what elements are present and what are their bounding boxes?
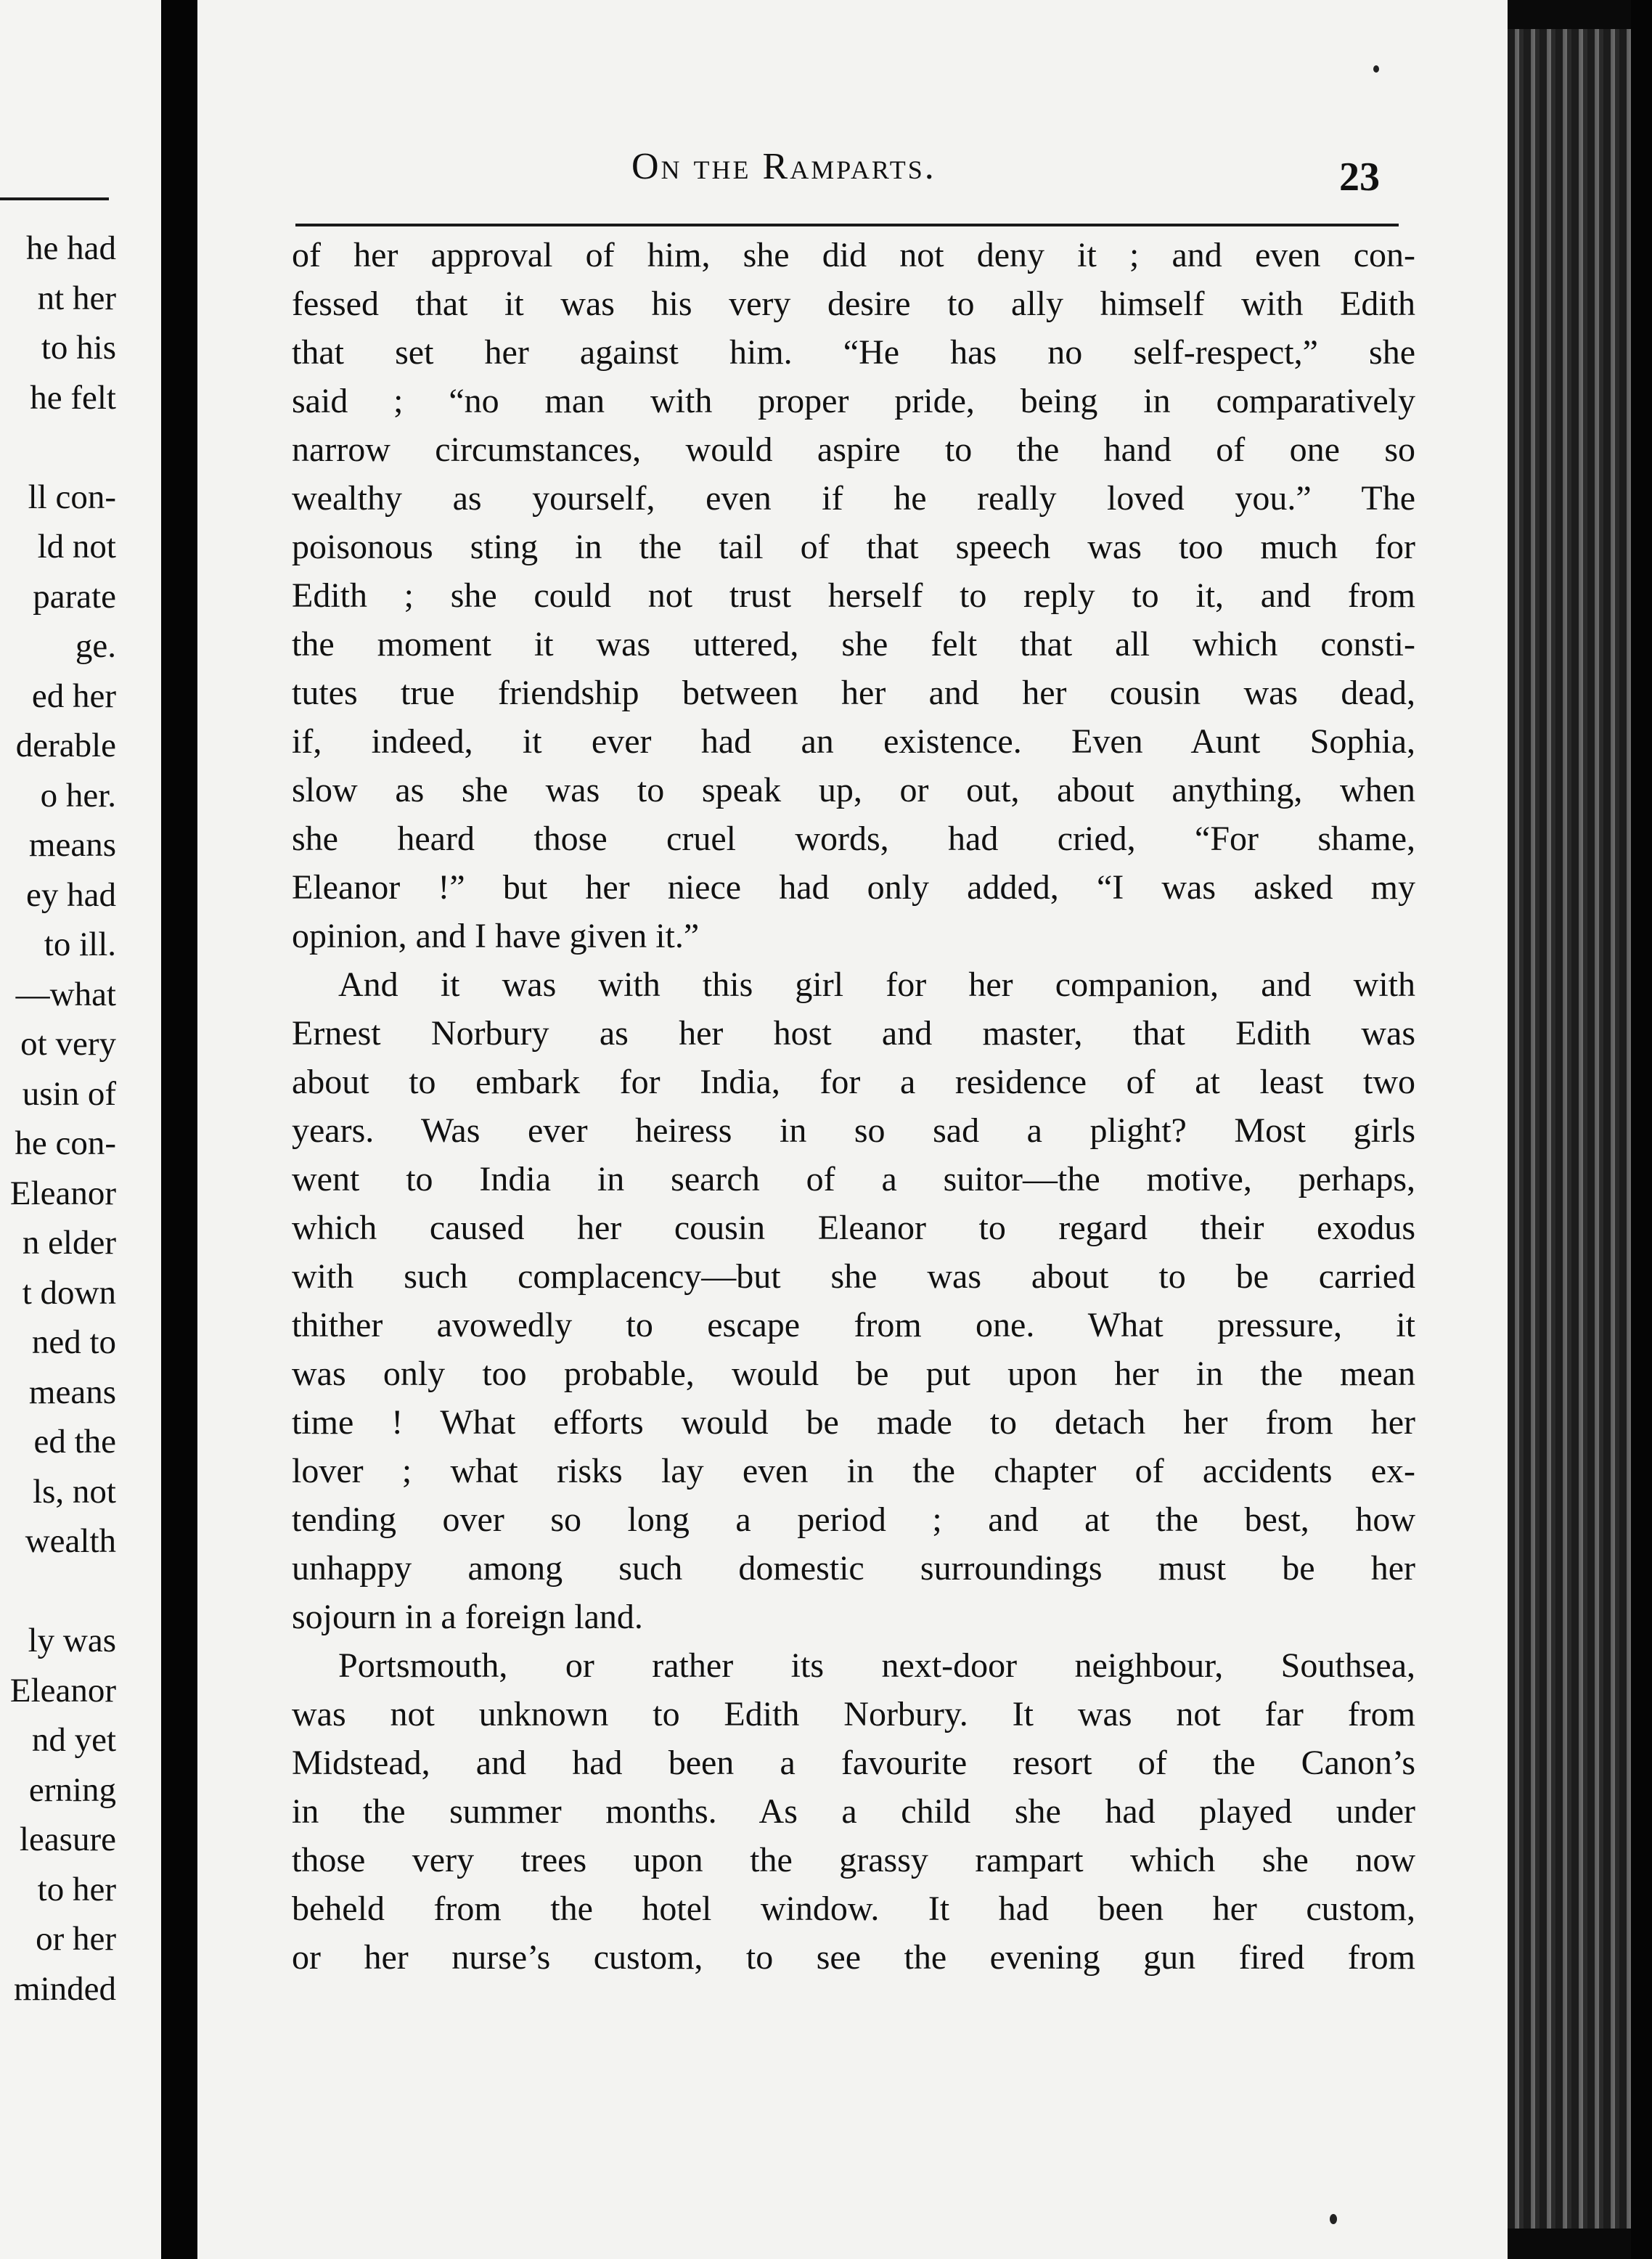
header-rule [295,224,1399,226]
running-head: On the Ramparts. [631,146,936,187]
previous-page-line: ly was [28,1622,116,1659]
previous-page-line [10,1566,116,1617]
previous-page-text [10,224,116,2014]
text-line: in the summer months. As a child she had played under [292,1792,1415,1831]
text-line: time ! What efforts would be made to detach her from her [292,1403,1415,1442]
text-line: sojourn in a foreign land. [292,1598,643,1636]
text-line: the moment it was uttered, she felt that all which consti- [292,625,1415,663]
previous-page-line: Eleanor [9,1671,116,1709]
text-line: opinion, and I have given it.” [292,917,700,955]
text-line: lover ; what risks lay even in the chapter of accidents ex- [292,1452,1415,1490]
page-edges [1508,29,1631,2229]
text-line: about to embark for India, for a residence of at least two [292,1063,1415,1101]
previous-page-line: to her [37,1870,116,1908]
previous-page-line: wealth [25,1522,116,1560]
text-line: was only too probable, would be put upon her in the mean [292,1355,1415,1393]
text-line: which caused her cousin Eleanor to regard their exodus [292,1209,1415,1247]
page-speck [1330,2214,1337,2224]
text-line: of her approval of him, she did not deny it ; and even con- [292,236,1415,274]
previous-page-fragment [0,0,161,2259]
page-speck [1373,65,1379,73]
previous-page-line: erning [28,1770,116,1809]
text-line: if, indeed, it ever had an existence. Even Aunt Sophia, [292,722,1415,761]
previous-page-line: ey had [26,875,116,914]
previous-page-line: to his [41,329,116,367]
previous-page-line: usin of [22,1074,116,1113]
body-text [292,231,1415,1982]
text-line: or her nurse’s custom, to see the evening gun fired from [292,1938,1415,1977]
text-line: thither avowedly to escape from one. What pressure, it [292,1306,1415,1344]
text-line: went to India in search of a suitor—the motive, perhaps, [292,1160,1415,1198]
text-line: tutes true friendship between her and her cousin was dead, [292,674,1415,712]
text-line: fessed that it was his very desire to ally himself with Edith [292,285,1415,323]
text-line: slow as she was to speak up, or out, about anything, when [292,771,1415,809]
previous-page-header-rule [0,197,109,200]
text-line: beheld from the hotel window. It had been her custom, [292,1890,1415,1928]
previous-page-line: ld not [37,528,116,565]
previous-page-line: leasure [19,1821,116,1858]
text-line: said ; “no man with proper pride, being in comparatively [292,382,1415,420]
text-line: narrow circumstances, would aspire to the hand of one so [292,430,1415,469]
text-line: Edith ; she could not trust herself to reply to it, and from [292,576,1415,615]
previous-page-line: nt her [37,279,116,317]
previous-page-line: —what [15,975,116,1013]
previous-page-line [10,422,116,473]
previous-page-line: to ill. [44,926,116,963]
book-page [197,0,1508,2259]
text-line: wealthy as yourself, even if he really loved you.” The [292,479,1415,518]
text-line: Portsmouth, or rather its next-door neighbour, Southsea, [338,1646,1415,1685]
previous-page-line: he felt [30,378,116,417]
text-line: Midstead, and had been a favourite resort of the Canon’s [292,1744,1415,1782]
previous-page-line: ed the [33,1423,116,1461]
previous-page-line: he had [26,229,116,267]
previous-page-line: ll con- [28,478,116,516]
previous-page-line: ge. [75,627,116,665]
previous-page-line: Eleanor [9,1174,116,1212]
page-number: 23 [1339,155,1380,200]
text-line: unhappy among such domestic surroundings must be her [292,1549,1415,1588]
text-line: And it was with this girl for her companion, and with [338,965,1415,1004]
previous-page-line: n elder [22,1224,116,1262]
previous-page-line: ned to [31,1323,116,1361]
previous-page-line: means [28,826,116,864]
text-line: Ernest Norbury as her host and master, that Edith was [292,1014,1415,1053]
previous-page-line: means [28,1373,116,1411]
page-edge-shadow [1631,0,1652,2259]
text-line: tending over so long a period ; and at the best, how [292,1500,1415,1539]
previous-page-line: minded [14,1969,116,2008]
previous-page-line: t down [22,1273,116,1312]
text-line: those very trees upon the grassy rampart which she now [292,1841,1415,1879]
book-gutter [161,0,197,2259]
previous-page-line: ot very [20,1025,116,1063]
previous-page-line: o her. [40,776,116,814]
text-line: with such complacency—but she was about to be carried [292,1257,1415,1296]
previous-page-line: or her [36,1920,116,1958]
text-line: poisonous sting in the tail of that speech was too much for [292,528,1415,566]
text-line: years. Was ever heiress in so sad a plight? Most girls [292,1111,1415,1150]
text-line: was not unknown to Edith Norbury. It was not far from [292,1695,1415,1733]
text-line: that set her against him. “He has no self-respect,” she [292,333,1415,372]
previous-page-line: ed her [31,677,116,715]
text-line: she heard those cruel words, had cried, “For shame, [292,820,1415,858]
previous-page-line: nd yet [31,1721,116,1759]
previous-page-line: derable [15,727,116,764]
text-line: Eleanor !” but her niece had only added, “I was asked my [292,868,1415,907]
previous-page-line: parate [33,577,116,616]
previous-page-line: ls, not [33,1472,116,1511]
previous-page-line: he con- [15,1124,116,1162]
